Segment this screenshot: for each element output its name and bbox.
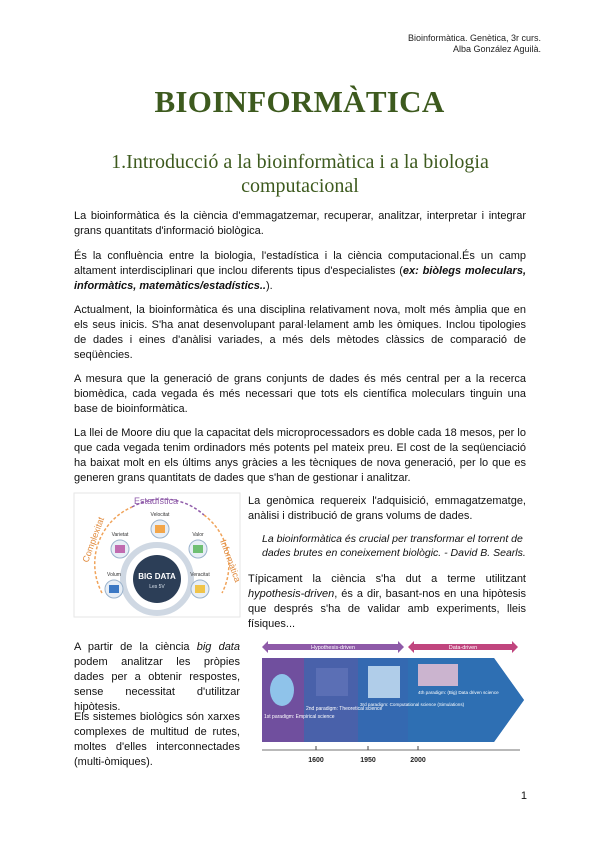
s2-italic: hypothesis-driven	[248, 588, 335, 600]
paragraph-bigdata	[74, 640, 240, 715]
s2-text-b: , és a dir, basant-nos en una hipòtesis que després s'ha de validar amb experiments, lleis físiques...	[248, 588, 526, 630]
node-valor-label: Valor	[192, 532, 204, 538]
year-1950: 1950	[360, 757, 376, 764]
p2-text-a: És la confluència entre la biologia, l'estadística i la ciència computacional.És un camp altament interdisciplinari que inclou diferents tipus d'especialistes (	[74, 250, 526, 277]
l1-text-b: podem analitzar les pròpies dades per a obtenir respostes, sense necessitat d'utilitzar hipòtesis.	[74, 656, 240, 713]
fig-label-estadistica: Estadística	[134, 496, 179, 506]
l1-text-a: A partir de la ciència	[74, 641, 197, 653]
header-author: Alba González Aguilà.	[452, 44, 541, 54]
paragraph-current: Actualment, la bioinformàtica és una disciplina relativament nova, molt més àmplia que en els seus inicis. S'ha anat desenvolupant paral·lelament amb les òmiques. Inclou tipologies de dades i eines d'anàlisi variades, a més dels mètodes clàssics de comparació de seqüències.	[74, 304, 526, 361]
fig-label-informatica: Informàtica	[218, 538, 243, 584]
paragraph-systems: Els sistemes biològics són xarxes complexes de multitud de rutes, moltes d'elles interconnectades (multi-òmiques).	[74, 711, 240, 768]
paragraph-confluence	[74, 249, 526, 294]
node-veracitat-label: Veracitat	[190, 572, 210, 578]
year-1600: 1600	[308, 757, 324, 764]
fig-center-sub: Les 5V	[149, 584, 165, 590]
searls-quote: La bioinformàtica és crucial per transformar el torrent de dades brutes en coneixement biològic. - David B. Searls.	[262, 533, 526, 559]
paragraph-definition: La bioinformàtica és la ciència d'emmagatzemar, recuperar, analitzar, interpretar i integrar grans quantitats d'informació biològica.	[74, 210, 526, 237]
p2-text-b: ).	[265, 280, 273, 292]
s2-text-a: Típicament la ciència s'ha dut a terme utilitzant	[248, 573, 526, 585]
page-title: BIOINFORMÀTICA	[154, 84, 445, 119]
year-2000: 2000	[410, 757, 426, 764]
node-volum-label: Volum	[107, 572, 121, 578]
node-varietat-label: Varietat	[111, 532, 129, 538]
timeline-data-label: Data-driven	[448, 645, 478, 651]
paradigm-timeline-figure	[258, 638, 526, 770]
running-header	[408, 33, 541, 55]
node-velocitat-label: Velocitat	[150, 512, 170, 518]
paradigm-3: 3rd paradigm: Computational science (Simulations)	[360, 702, 465, 707]
paradigm-2: 2nd paradigm: Theoretical science	[306, 706, 383, 712]
section-heading: 1.Introducció a la bioinformàtica i a la biologia computacional	[111, 151, 489, 197]
fig-label-complexitat: Complexitat	[80, 515, 107, 564]
l1-italic: big data	[196, 641, 240, 653]
header-course: Bioinformàtica. Genètica, 3r curs.	[407, 33, 541, 43]
paradigm-4: 4th paradigm: (Big) Data driven science	[418, 690, 499, 695]
bigdata-figure	[74, 493, 243, 617]
timeline-hypothesis-label: Hypothesis-driven	[310, 645, 356, 651]
paragraph-moore: La llei de Moore diu que la capacitat dels microprocessadors es doble cada 18 mesos, per lo que cada vegada tenim ordinadors més potents pel mateix preu. El cost de la seqüenciació ha baixat molt en els últims anys gràcies a les tècniques de nova generació, per lo que es generen grans quantitats de dades que s'han de gestionar i analitzar.	[74, 427, 526, 484]
paragraph-genomics: La genòmica requereix l'adquisició, emmagatzematge, anàlisi i distribució de grans volums de dades.	[248, 495, 526, 522]
fig-center-title: BIG DATA	[138, 572, 176, 581]
paragraph-hypothesis	[248, 572, 526, 632]
paragraph-biomedical: A mesura que la generació de grans conjunts de dades és més central per a la recerca biomèdica, cada vegada és més necessari que tots els científica moleculars tinguin una base de bioinformàtica.	[74, 373, 526, 415]
paradigm-1: 1st paradigm: Empirical science	[264, 714, 335, 720]
page-number: 1	[520, 790, 527, 802]
p2-italic: ex: biòlegs moleculars, informàtics, matemàtics/estadístics..	[74, 265, 527, 292]
